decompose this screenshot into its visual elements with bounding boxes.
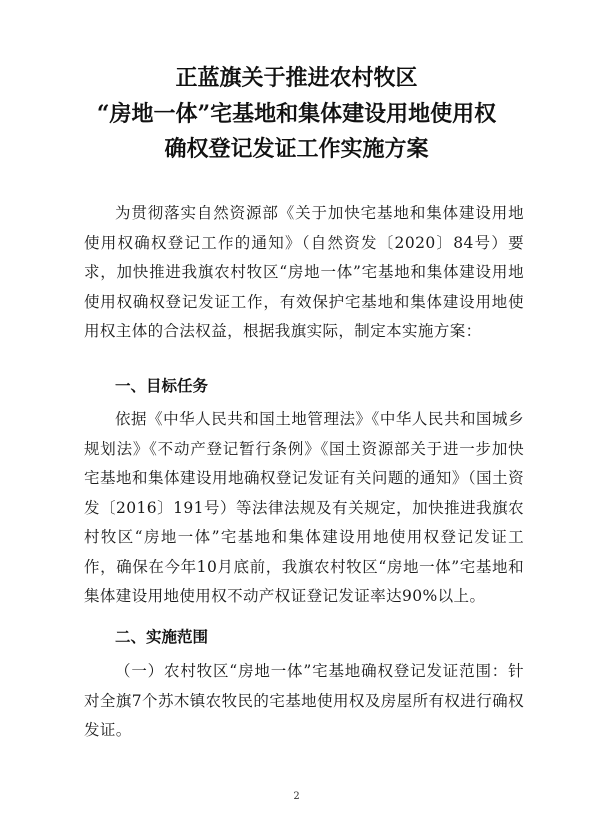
- goals-paragraph: 依据《中华人民共和国土地管理法》《中华人民共和国城乡规划法》《不动产登记暂行条例》《国土资源部关于进一步加快宅基地和集体建设用地确权登记发证有关问题的通知》（国土资发〔2016〕191号）等法律法规及有关规定，加快推进我旗农村牧区“房地一体”宅基地和集体建设用地使用权登记发证工作，确保在今年10月底前，我旗农村牧区“房地一体”宅基地和集体建设用地使用权不动产权证登记发证率达90%以上。: [84, 410, 524, 605]
- document-title-line-2: “房地一体”宅基地和集体建设用地使用权: [96, 101, 497, 127]
- section-heading-scope: 二、实施范围: [115, 628, 209, 646]
- document-title-line-1: 正蓝旗关于推进农村牧区: [175, 65, 418, 91]
- scope-paragraph: （一）农村牧区“房地一体”宅基地确权登记发证范围：针对全旗7个苏木镇农牧民的宅基地使用权及房屋所有权进行确权发证。: [84, 662, 524, 739]
- section-heading-goals: 一、目标任务: [115, 377, 209, 395]
- document-title-line-3: 确权登记发证工作实施方案: [164, 136, 429, 162]
- page-number: 2: [293, 791, 300, 802]
- intro-paragraph: 为贯彻落实自然资源部《关于加快宅基地和集体建设用地使用权确权登记工作的通知》（自然资发〔2020〕84号）要求，加快推进我旗农村牧区“房地一体”宅基地和集体建设用地使用权确权登记发证工作，有效保护宅基地和集体建设用地使用权主体的合法权益，根据我旗实际，制定本实施方案：: [84, 204, 524, 340]
